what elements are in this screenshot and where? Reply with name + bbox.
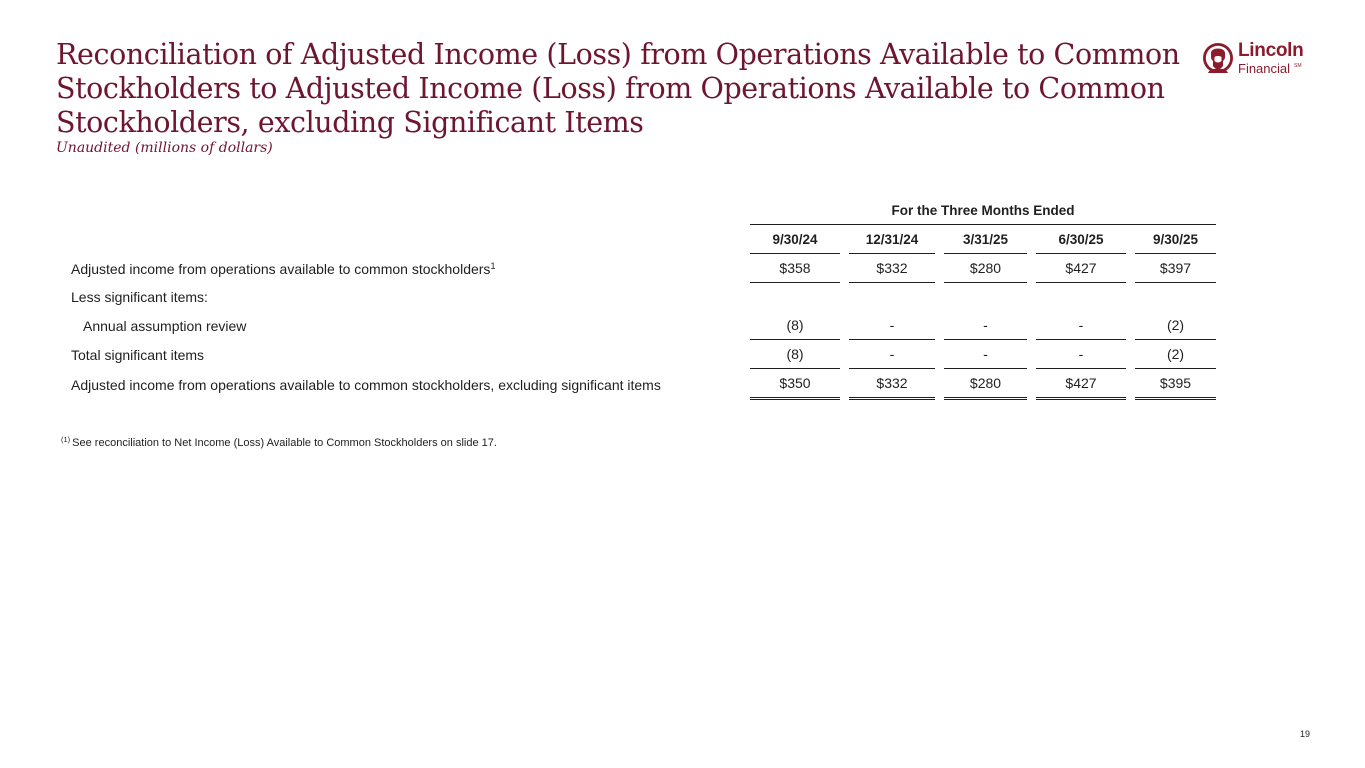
column-header: 9/30/24 — [750, 225, 840, 254]
logo-wordmark-financial: Financial — [1238, 61, 1291, 76]
row-label: Total significant items — [71, 346, 205, 363]
table-cell — [944, 283, 1027, 311]
column-header: 3/31/25 — [944, 225, 1027, 254]
page-subtitle: Unaudited (millions of dollars) — [56, 140, 273, 156]
table-cell: $358 — [750, 254, 840, 283]
table-cell: $427 — [1036, 254, 1126, 283]
table-cell: - — [944, 340, 1027, 369]
table-cell — [1036, 283, 1126, 311]
table-cell: (8) — [750, 340, 840, 369]
logo-service-mark: SM — [1294, 63, 1302, 69]
table-cell: $280 — [944, 369, 1027, 400]
table-period-header-row — [64, 196, 1216, 225]
title-line-2: Stockholders to Adjusted Income (Loss) from Operations Available to Common — [56, 72, 1165, 105]
table-cell: $397 — [1135, 254, 1216, 283]
table-cell: $280 — [944, 254, 1027, 283]
table-cell: - — [1036, 311, 1126, 340]
page-number: 19 — [1299, 729, 1310, 739]
table-cell: - — [944, 311, 1027, 340]
table-row — [64, 340, 1216, 369]
table-cell — [1135, 283, 1216, 311]
row-label: Adjusted income from operations available to common stockholders, excluding significant items — [71, 376, 661, 393]
table-row — [64, 254, 1216, 283]
table-cell: - — [849, 311, 935, 340]
company-logo — [1202, 38, 1312, 78]
table-cell: $427 — [1036, 369, 1126, 400]
row-label: Less significant items: — [71, 289, 208, 305]
footnote-marker: 1 — [490, 260, 496, 271]
table-cell — [750, 283, 840, 311]
table-cell: $332 — [849, 369, 935, 400]
logo-wordmark-lincoln: Lincoln — [1238, 40, 1304, 61]
footnote — [61, 435, 497, 449]
table-cell: (2) — [1135, 311, 1216, 340]
table-cell: (8) — [750, 311, 840, 340]
page-title — [56, 38, 1180, 140]
table-cell: $395 — [1135, 369, 1216, 400]
table-cell — [849, 283, 935, 311]
table-cell: $350 — [750, 369, 840, 400]
table-cell: - — [1036, 340, 1126, 369]
row-label: Annual assumption review — [83, 317, 247, 334]
period-header: For the Three Months Ended — [750, 196, 1216, 225]
table-row — [64, 283, 1216, 311]
column-header: 9/30/25 — [1135, 225, 1216, 254]
table-cell: - — [849, 340, 935, 369]
lincoln-portrait-icon — [1202, 40, 1234, 76]
title-line-3: Stockholders, excluding Significant Items — [56, 106, 644, 139]
table-column-header-row — [64, 225, 1216, 254]
table-cell: $332 — [849, 254, 935, 283]
column-header: 12/31/24 — [849, 225, 935, 254]
column-header: 6/30/25 — [1036, 225, 1126, 254]
footnote-marker: (1) — [61, 435, 71, 444]
footnote-text: See reconciliation to Net Income (Loss) Available to Common Stockholders on slide 17. — [72, 437, 497, 449]
row-label: Adjusted income from operations available to common stockholders$^1$ — [71, 260, 496, 277]
table-row — [64, 369, 1216, 400]
table-row — [64, 311, 1216, 340]
reconciliation-table — [64, 196, 1216, 400]
title-line-1: Reconciliation of Adjusted Income (Loss) from Operations Available to Common — [56, 38, 1180, 71]
table-cell: (2) — [1135, 340, 1216, 369]
